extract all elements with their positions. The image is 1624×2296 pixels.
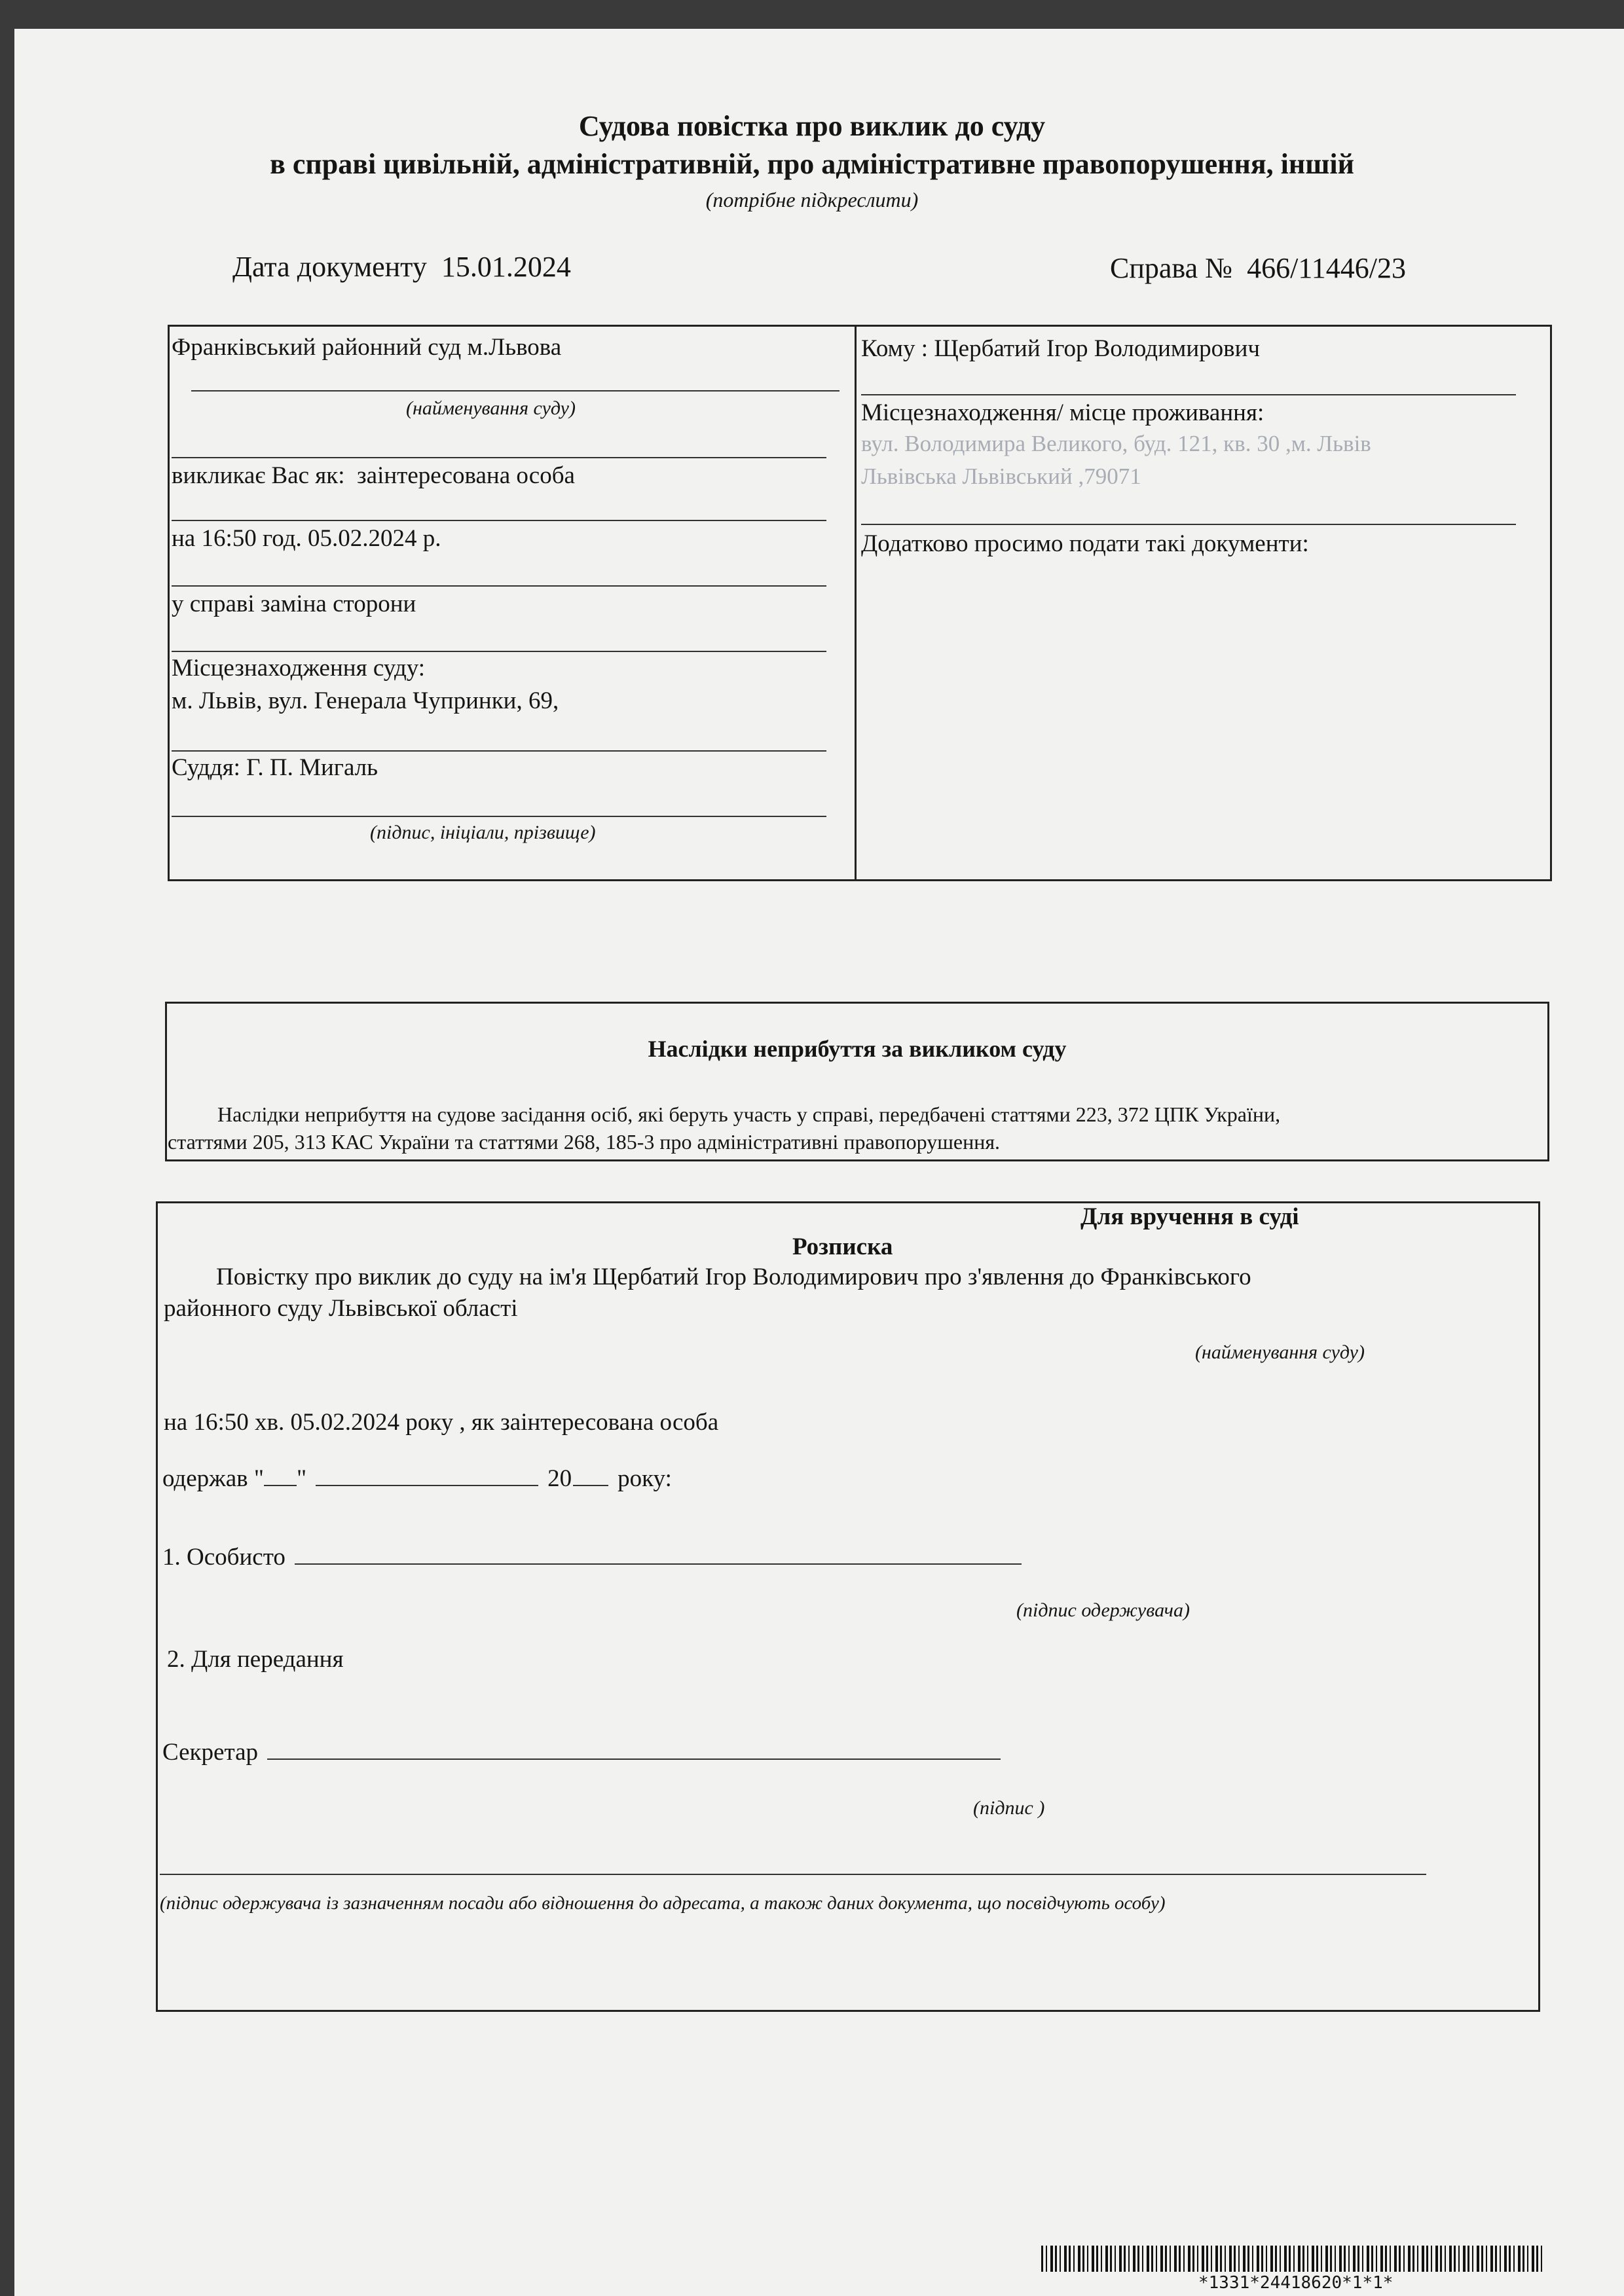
residence-address-line1: вул. Володимира Великого, буд. 121, кв. 30 ,м. Львів [861,431,1371,456]
court-name-caption: (найменування суду) [406,397,576,419]
doc-date-block [232,250,571,283]
divider-line [172,520,826,521]
addressee: Кому : Щербатий Ігор Володимирович [861,335,1261,362]
receipt-time-line: на 16:50 хв. 05.02.2024 року , як заінтересована особа [164,1409,719,1436]
addressee-line [861,394,1516,395]
recipient-details-line[interactable] [160,1874,1426,1875]
personally-signature-field[interactable] [295,1544,1022,1565]
receipt-heading: Розписка [792,1233,893,1260]
divider-line [172,750,826,752]
summon-role-value: заінтересована особа [357,462,575,489]
received-month-field[interactable] [316,1465,538,1486]
secretary-line [162,1739,1001,1767]
receipt-text-line1: Повістку про виклик до суду на ім'я Щербатий Ігор Володимирович про з'явлення до Франківського [216,1264,1251,1290]
personally-line [162,1544,1022,1572]
document-title: Судова повістка про виклик до суду [578,110,1046,142]
received-date-line [162,1465,672,1493]
consequences-text-line2: статтями 205, 313 КАС України та статтями 268, 185-3 про адміністративні правопорушення. [168,1130,1001,1154]
case-subject: у справі заміна сторони [172,591,416,617]
secretary-signature-field[interactable] [267,1739,1001,1760]
address-line [861,524,1516,525]
doc-date-label: Дата документу [232,251,427,283]
personally-label: 1. Особисто [162,1544,286,1571]
document-subtitle: в справі цивільній, адміністративній, про адміністративне правопорушення, іншій [270,148,1354,180]
summon-role-line [172,462,575,490]
court-address: м. Львів, вул. Генерала Чупринки, 69, [172,687,559,714]
barcode [1041,2246,1545,2272]
additional-documents: Додатково просимо подати такі документи: [861,530,1309,557]
court-name: Франківський районний суд м.Львова [172,334,562,361]
case-number-block [1110,251,1406,285]
for-court-label: Для вручення в суді [1080,1203,1299,1230]
residence-address-line2: Львівська Львівський ,79071 [861,464,1141,489]
hearing-time: на 16:50 год. 05.02.2024 р. [172,525,441,552]
received-suffix: року: [618,1465,672,1492]
received-mid: " [297,1465,307,1492]
recipient-details-caption: (підпис одержувача із зазначенням посади або відношення до адресата, а також даних документа, що посвідчують особу) [160,1893,1166,1914]
consequences-heading: Наслідки неприбуття за викликом суду [648,1036,1067,1062]
barcode-text: *1331*24418620*1*1* [1198,2273,1393,2293]
secretary-signature-caption: (підпис ) [973,1797,1045,1819]
recipient-signature-caption: (підпис одержувача) [1016,1599,1190,1621]
doc-date-value: 15.01.2024 [441,251,571,283]
case-number-value: 466/11446/23 [1247,252,1406,284]
received-year-field[interactable] [573,1465,608,1486]
receipt-court-caption: (найменування суду) [1195,1341,1365,1363]
court-name-line [191,390,840,392]
judge-signature-line [172,816,826,817]
underline-note: (потрібне підкреслити) [705,188,919,211]
received-prefix: одержав " [162,1465,264,1492]
summon-role-label: викликає Вас як: [172,462,345,489]
divider-line [172,651,826,652]
court-location-label: Місцезнаходження суду: [172,655,426,682]
received-year-prefix: 20 [547,1465,572,1492]
receipt-text-line2: районного суду Львівської області [164,1295,518,1322]
residence-label: Місцезнаходження/ місце проживання: [861,399,1264,426]
receipt-box [156,1201,1540,2012]
consequences-text-line1: Наслідки неприбуття на судове засідання осіб, які беруть участь у справі, передбачені статтями 223, 372 ЦПК України, [217,1102,1281,1126]
secretary-label: Секретар [162,1739,258,1766]
judge-name: Суддя: Г. П. Мигаль [172,754,378,781]
received-day-field[interactable] [264,1465,297,1486]
judge-caption: (підпис, ініціали, прізвище) [370,822,596,843]
case-number-label: Справа № [1110,252,1233,284]
divider-line [172,457,826,458]
column-divider [855,325,857,881]
transfer-label: 2. Для передання [167,1646,344,1673]
divider-line [172,585,826,587]
